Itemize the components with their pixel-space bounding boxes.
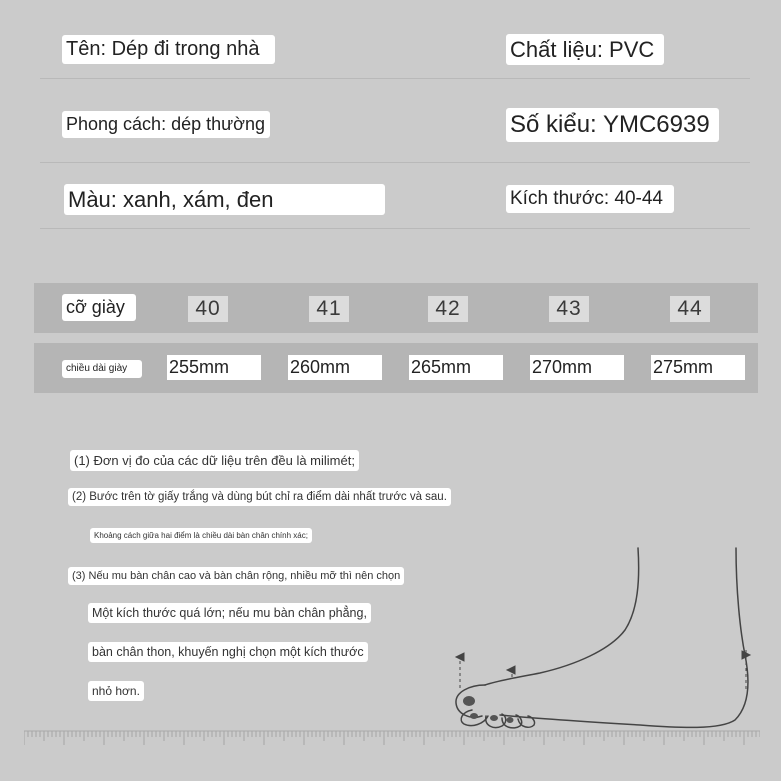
divider <box>40 162 750 163</box>
note-2-detail: Khoảng cách giữa hai điểm là chiều dài bàn chân chính xác; <box>90 528 312 543</box>
note-3-line4: nhỏ hơn. <box>88 681 144 701</box>
size-header: cỡ giày <box>62 294 136 321</box>
note-3: (3) Nếu mu bàn chân cao và bàn chân rộng, nhiều mỡ thì nên chọn <box>68 567 404 585</box>
size-cell: 41 <box>309 296 349 322</box>
length-cell: 260mm <box>288 355 382 380</box>
length-row <box>34 343 758 393</box>
product-size-range: Kích thước: 40-44 <box>506 185 674 213</box>
note-2: (2) Bước trên tờ giấy trắng và dùng bút chỉ ra điểm dài nhất trước và sau. <box>68 488 451 506</box>
foot-illustration <box>440 540 770 740</box>
note-3-line2: Một kích thước quá lớn; nếu mu bàn chân phẳng, <box>88 603 371 623</box>
product-material: Chất liệu: PVC <box>506 34 664 65</box>
product-model: Số kiểu: YMC6939 <box>506 108 719 142</box>
divider <box>40 228 750 229</box>
length-cell: 270mm <box>530 355 624 380</box>
product-color: Màu: xanh, xám, đen <box>64 184 385 215</box>
length-cell: 255mm <box>167 355 261 380</box>
note-1: (1) Đơn vị đo của các dữ liệu trên đều là milimét; <box>70 450 359 471</box>
size-cell: 40 <box>188 296 228 322</box>
product-style: Phong cách: dép thường <box>62 111 270 138</box>
length-cell: 275mm <box>651 355 745 380</box>
length-header: chiều dài giày <box>62 360 142 378</box>
size-cell: 42 <box>428 296 468 322</box>
ruler <box>24 728 760 748</box>
size-row <box>34 283 758 333</box>
size-cell: 44 <box>670 296 710 322</box>
divider <box>40 78 750 79</box>
product-name: Tên: Dép đi trong nhà <box>62 35 275 64</box>
note-3-line3: bàn chân thon, khuyến nghị chọn một kích thước <box>88 642 368 662</box>
size-cell: 43 <box>549 296 589 322</box>
length-cell: 265mm <box>409 355 503 380</box>
